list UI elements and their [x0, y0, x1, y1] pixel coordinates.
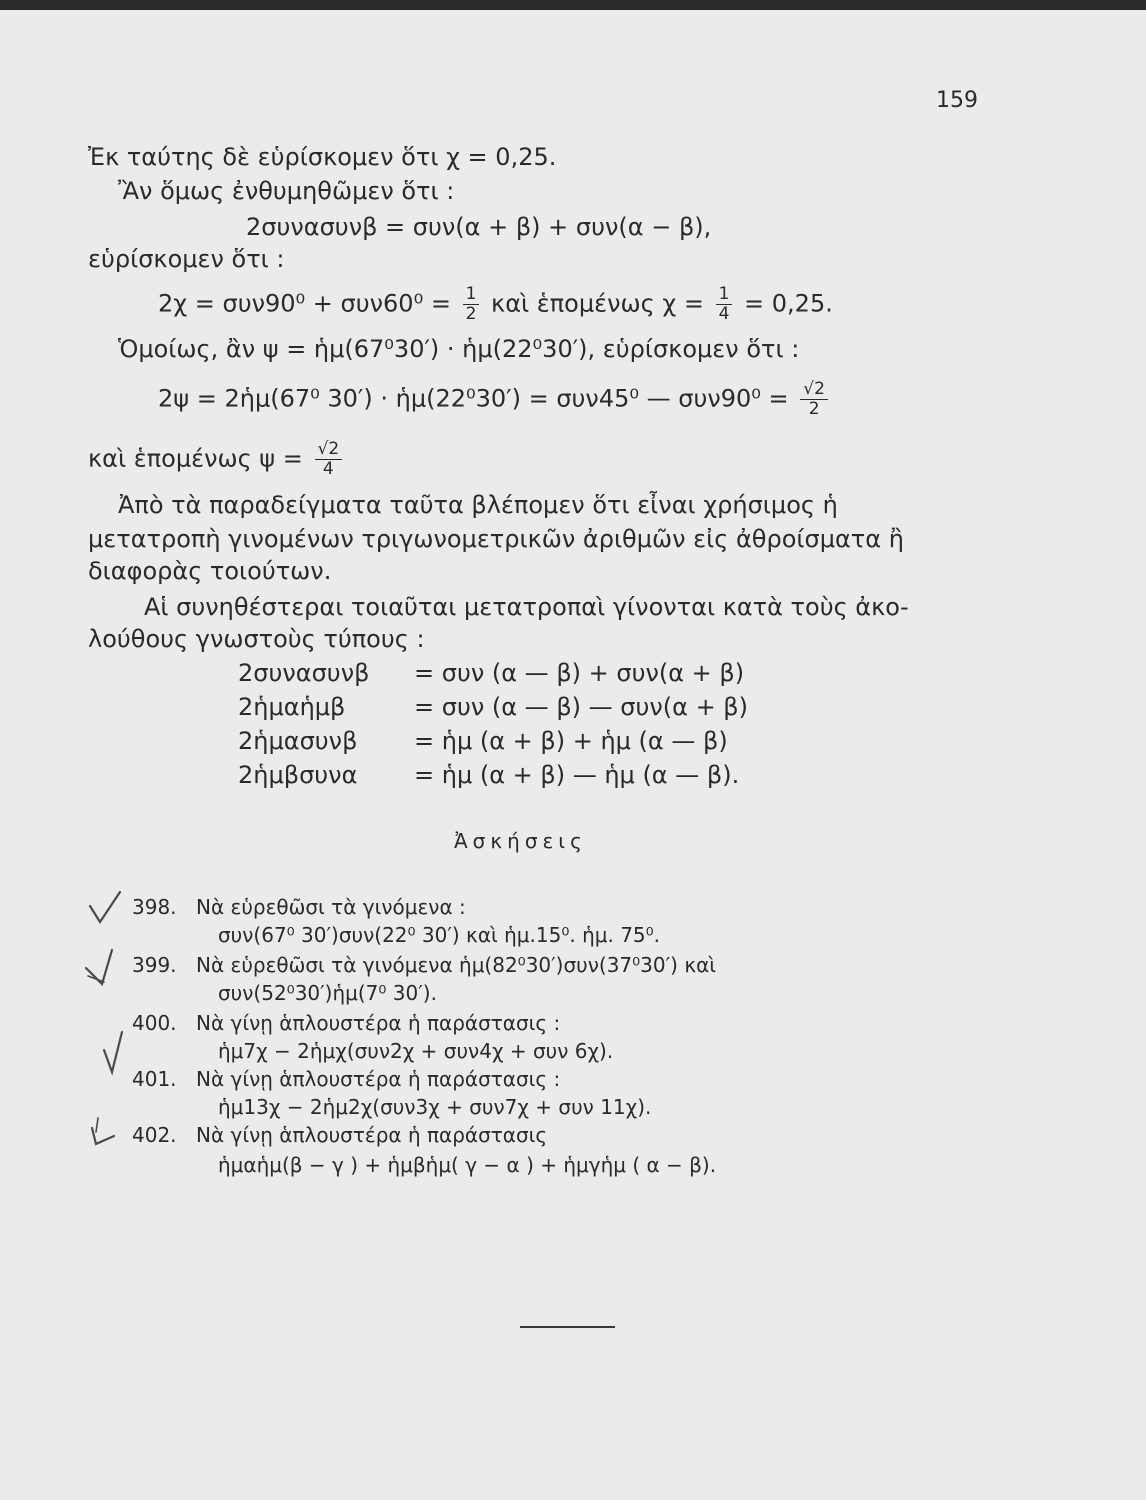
text-line-2: Ἂν ὅμως ἐνθυμηθῶμεν ὅτι :: [118, 177, 455, 205]
exercises-heading: Ἀσκήσεις: [454, 829, 587, 853]
formula-line-8: [88, 440, 346, 479]
formula-part: καὶ ἑπομένως χ =: [491, 289, 704, 318]
formula-line-7: [158, 380, 832, 419]
exercise-text: Νὰ γίνῃ ἁπλουστέρα ἡ παράστασις :: [196, 1011, 561, 1035]
exercise-number: 401.: [132, 1067, 177, 1091]
formula-part: 2ψ = 2ἡμ(67⁰ 30′) · ἡμ(22⁰30′) = συν45⁰ — συν90⁰ =: [158, 384, 789, 413]
paragraph-1-line-1: Ἀπὸ τὰ παραδείγματα ταῦτα βλέπομεν ὅτι εἶναι χρήσιμος ἡ: [118, 491, 838, 519]
fraction-denominator: 2: [465, 304, 477, 324]
text-line-1: Ἐκ ταύτης δὲ εὑρίσκομεν ὅτι χ = 0,25.: [88, 143, 557, 171]
fraction-half: [463, 285, 480, 324]
scan-top-edge: [0, 0, 1146, 10]
formula-lhs: 2συνασυνβ: [238, 659, 370, 687]
formula-rhs: = ἡμ (α + β) + ἡμ (α — β): [414, 727, 728, 755]
fraction-numerator: 1: [716, 285, 733, 305]
formula-rhs: = συν (α — β) + συν(α + β): [414, 659, 745, 687]
fraction-denominator: 4: [322, 459, 334, 479]
fraction-sqrt2-over-4: [315, 440, 343, 479]
formula-part: καὶ ἑπομένως ψ =: [88, 444, 303, 473]
pencil-check-icon: [86, 1114, 120, 1150]
exercise-number: 399.: [132, 953, 177, 977]
paragraph-1-line-2: μετατροπὴ γινομένων τριγωνομετρικῶν ἀριθμῶν εἰς ἀθροίσματα ἢ: [88, 525, 904, 553]
text-line-6: Ὁμοίως, ἂν ψ = ἡμ(67⁰30′) · ἡμ(22⁰30′), εὑρίσκομεν ὅτι :: [118, 335, 800, 363]
formula-part: 2χ = συν90⁰ + συν60⁰ =: [158, 289, 451, 318]
exercise-number: 398.: [132, 895, 177, 919]
formula-lhs: 2ἡμβσυνα: [238, 761, 358, 789]
fraction-denominator: 4: [718, 304, 730, 324]
formula-line-5: [158, 285, 833, 324]
exercise-continuation: ἡμ7χ − 2ἡμχ(συν2χ + συν4χ + συν 6χ).: [218, 1039, 614, 1063]
paragraph-2-line-1: Αἱ συνηθέστεραι τοιαῦται μετατροπαὶ γίνονται κατὰ τοὺς ἀκο-: [144, 593, 909, 621]
exercise-continuation: συν(67⁰ 30′)συν(22⁰ 30′) καὶ ἡμ.15⁰. ἡμ. 75⁰.: [218, 923, 661, 947]
page-divider: [520, 1326, 615, 1328]
exercise-number: 402.: [132, 1123, 177, 1147]
fraction-numerator: √2: [800, 380, 828, 400]
exercise-text: Νὰ εὑρεθῶσι τὰ γινόμενα :: [196, 895, 466, 919]
exercise-continuation: ἡμ13χ − 2ἡμ2χ(συν3χ + συν7χ + συν 11χ).: [218, 1095, 652, 1119]
fraction-denominator: 2: [808, 399, 820, 419]
formula-lhs: 2ἡμαἡμβ: [238, 693, 346, 721]
formula-rhs: = συν (α — β) — συν(α + β): [414, 693, 748, 721]
exercise-text: Νὰ γίνῃ ἁπλουστέρα ἡ παράστασις :: [196, 1067, 561, 1091]
formula-lhs: 2ἡμασυνβ: [238, 727, 358, 755]
formula-rhs: = ἡμ (α + β) — ἡμ (α — β).: [414, 761, 740, 789]
formula-line-3: 2συνασυνβ = συν(α + β) + συν(α − β),: [246, 213, 712, 241]
fraction-numerator: √2: [315, 440, 343, 460]
pencil-check-icon: [82, 946, 128, 990]
exercise-number: 400.: [132, 1011, 177, 1035]
pencil-check-icon: [86, 888, 126, 928]
exercise-continuation: ἡμαἡμ(β − γ ) + ἡμβἡμ( γ − α ) + ἡμγἡμ ( α − β).: [218, 1153, 717, 1177]
fraction-sqrt2-over-2: [800, 380, 828, 419]
fraction-quarter: [716, 285, 733, 324]
page-number: 159: [936, 88, 978, 113]
paragraph-1-line-3: διαφορὰς τοιούτων.: [88, 557, 332, 585]
fraction-numerator: 1: [463, 285, 480, 305]
exercise-text: Νὰ γίνῃ ἁπλουστέρα ἡ παράστασις: [196, 1123, 548, 1147]
exercise-text: Νὰ εὑρεθῶσι τὰ γινόμενα ἡμ(82⁰30′)συν(37⁰30′) καὶ: [196, 953, 717, 977]
exercise-continuation: συν(52⁰30′)ἡμ(7⁰ 30′).: [218, 981, 437, 1005]
paragraph-2-line-2: λούθους γνωστοὺς τύπους :: [88, 625, 425, 653]
text-line-4: εὑρίσκομεν ὅτι :: [88, 245, 285, 273]
pencil-check-icon: [100, 1028, 130, 1076]
formula-part: = 0,25.: [744, 289, 833, 318]
